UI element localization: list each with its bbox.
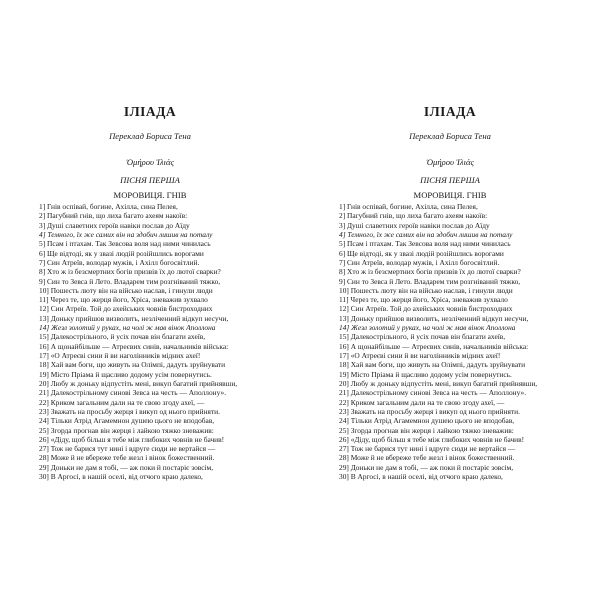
verse-line: 20] Любу ж доньку відпустіть мені, викуп багатий прийнявши, [39,378,238,388]
verse-line: 7] Син Атреїв, володар мужів, і Ахілл богосвітлий. [339,257,500,267]
canto-heading: МОРОВИЦЯ. ГНІВ [113,190,187,200]
verse-line: 23] Зважать на просьбу жерця і викуп од нього прийняти. [339,406,520,416]
verse-line: 27] Тож не барися тут нині і вдруге сюди не вертайся — [339,444,516,454]
verse-line: 26] «Діду, щоб більш я тебе між глибоких човнів не бачив! [339,434,525,444]
verse-line: 17] «О Атреєві сини й ви наголінників мідних ахеї! [339,351,501,360]
verse-line: 30] В Аргосі, в нашій оселі, від отчого краю далеко, [39,472,203,482]
verse-line: 15] Далекострільного, й усіх почав він благати ахеїв, [339,332,506,342]
verse-line: 24] Тільки Атрід Агамемнон душею цього не вподобав, [39,416,215,426]
verse-line: 3] Душі славетних героїв навіки послав до Аїду [39,220,190,230]
verse-line: 14] Жезл золотий у руках, на чолі ж мав вінок Аполлона [39,323,216,333]
verse-line: 24] Тільки Атрід Агамемнон душею цього не вподобав, [339,416,515,426]
verse-line: 11] Через те, що жерця його, Хріса, зневажив зухвало [39,295,208,305]
canto-heading: МОРОВИЦЯ. ГНІВ [413,190,487,200]
verse-line: 2] Пагубний гнів, що лиха багато ахеям накоїв: [39,211,188,221]
verse-line: 28] Може й не вбереже тебе жезл і вінок божественний. [39,453,215,463]
verse-line: 14] Жезл золотий у руках, на чолі ж мав вінок Аполлона [339,323,516,333]
verse-line: 21] Далекострільному синові Зевса на честь — Аполлону». [39,388,227,398]
verse-line: 1] Гнів оспівай, богине, Ахілла, сина Пелея, [339,202,478,211]
verse-line: 2] Пагубний гнів, що лиха багато ахеям накоїв: [339,211,488,221]
verse-line: 7] Син Атреїв, володар мужів, і Ахілл богосвітлий. [39,257,200,267]
verse-line: 8] Хто ж із безсмертних богів призвів їх до лютої сварки? [39,267,221,277]
song-heading: ПІСНЯ ПЕРША [120,175,180,185]
verse-line: 3] Душі славетних героїв навіки послав до Аїду [339,220,490,230]
verse-line: 10] Пошесть люту він на військо наслав, і гинули люди [39,285,213,295]
verse-line: 28] Може й не вбереже тебе жезл і вінок божественний. [339,453,515,463]
book-title: ІЛІАДА [423,104,477,119]
right-page [300,0,600,600]
verse-line: 22] Криком загальним дали на те свою згоду ахеї, — [339,397,505,407]
verse-line: 20] Любу ж доньку відпустіть мені, викуп багатий прийнявши, [339,378,538,388]
verse-line: 5] Псам і птахам. Так Зевсова воля над ними чинилась [39,239,211,249]
verse-line: 9] Син то Зевса й Лето. Владарем тим розгніваний тяжко, [39,276,221,286]
verse-line: 21] Далекострільному синові Зевса на честь — Аполлону». [339,388,527,398]
verse-line: 30] В Аргосі, в нашій оселі, від отчого краю далеко, [339,472,503,482]
verse-line: 19] Місто Пріама й щасливо додому усім повернутись. [39,369,212,379]
verse-line: 9] Син то Зевса й Лето. Владарем тим розгніваний тяжко, [339,276,521,286]
verse-list [339,202,579,481]
verse-line: 13] Доньку прийшов визволить, незліченний відкуп несучи, [339,313,529,323]
translator-credit: Переклад Бориса Тена [109,131,191,141]
verse-line: 6] Ще відтоді, як у звазі людій розійшлись ворогами [39,248,204,258]
verse-line: 8] Хто ж із безсмертних богів призвів їх до лютої сварки? [339,267,521,277]
greek-title: Ὁμήρου Ἰλιάς [426,157,474,167]
verse-line: 5] Псам і птахам. Так Зевсова воля над ними чинилась [339,239,511,249]
verse-line: 29] Доньки не дам я тобі, — аж поки й постаріє зовсім, [339,462,514,472]
verse-line: 1] Гнів оспівай, богине, Ахілла, сина Пелея, [39,202,178,211]
verse-line: 4] Темного, їх же самих він на здобич лишив на поталу [39,229,213,239]
verse-line: 18] Хай вам боги, що живуть на Олімпі, дадуть зруйнувати [39,360,226,370]
greek-title: Ὁμήρου Ἰλιάς [126,157,174,167]
verse-line: 6] Ще відтоді, як у звазі людій розійшлись ворогами [339,248,504,258]
verse-line: 23] Зважать на просьбу жерця і викуп од нього прийняти. [39,406,220,416]
verse-line: 10] Пошесть люту він на військо наслав, і гинули люди [339,285,513,295]
verse-line: 12] Син Атреїв. Той до ахейських човнів бистроходних [39,304,213,314]
verse-line: 12] Син Атреїв. Той до ахейських човнів бистроходних [339,304,513,314]
song-heading: ПІСНЯ ПЕРША [420,175,480,185]
book-title: ІЛІАДА [123,104,177,119]
verse-line: 22] Криком загальним дали на те свою згоду ахеї, — [39,397,205,407]
verse-line: 29] Доньки не дам я тобі, — аж поки й постаріє зовсім, [39,462,214,472]
verse-line: 16] А щонайбільше — Атреєвих синів, начальників війська: [339,341,529,351]
verse-line: 18] Хай вам боги, що живуть на Олімпі, дадуть зруйнувати [339,360,526,370]
verse-list [39,202,279,481]
verse-line: 4] Темного, їх же самих він на здобич лишив на поталу [339,229,513,239]
verse-line: 19] Місто Пріама й щасливо додому усім повернутись. [339,369,512,379]
verse-line: 17] «О Атреєві сини й ви наголінників мідних ахеї! [39,351,201,360]
verse-line: 25] Згорда прогнав він жерця і лайкою тяжко зневажив: [339,425,514,435]
verse-line: 15] Далекострільного, й усіх почав він благати ахеїв, [39,332,206,342]
verse-line: 27] Тож не барися тут нині і вдруге сюди не вертайся — [39,444,216,454]
translator-credit: Переклад Бориса Тена [409,131,491,141]
verse-line: 13] Доньку прийшов визволить, незліченний відкуп несучи, [39,313,229,323]
verse-line: 26] «Діду, щоб більш я тебе між глибоких човнів не бачив! [39,434,225,444]
verse-line: 11] Через те, що жерця його, Хріса, зневажив зухвало [339,295,508,305]
verse-line: 16] А щонайбільше — Атреєвих синів, начальників війська: [39,341,229,351]
verse-line: 25] Згорда прогнав він жерця і лайкою тяжко зневажив: [39,425,214,435]
